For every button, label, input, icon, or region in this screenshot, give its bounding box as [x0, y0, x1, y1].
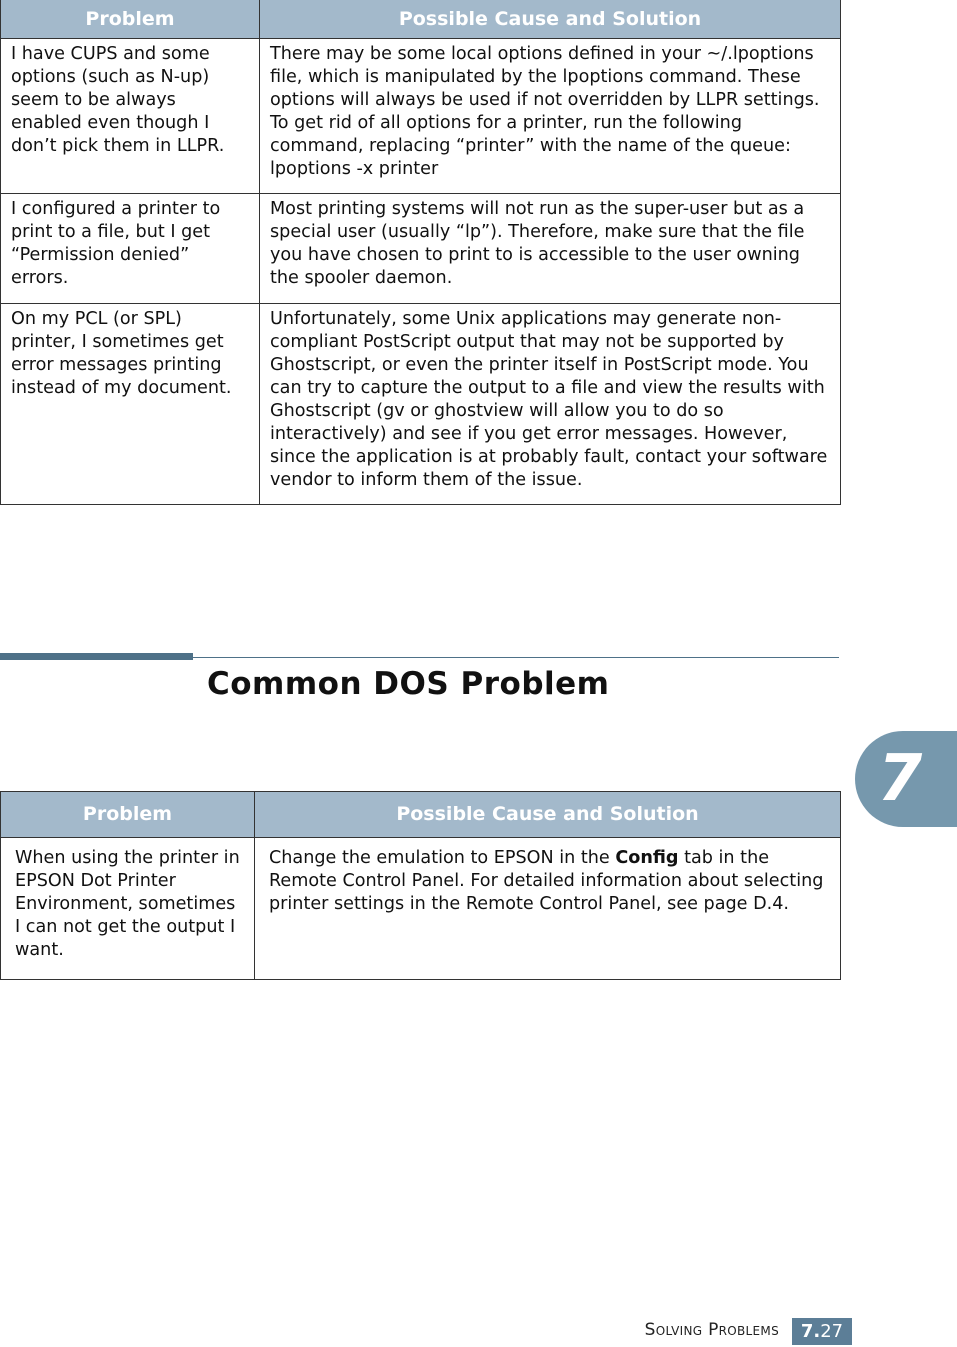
dos-problems-table [0, 791, 841, 980]
table-header-row [1, 792, 841, 838]
solution-cell: Unfortunately, some Unix applications may generate non-compliant PostScript output that may not be supported by Ghostscript, or even the printer itself in PostScript mode. You can try to capture the output to a file and view the results with Ghostscript (gv or ghostview will allow you to do so interactively) and see if you get error messages. However, since the application is at probably fault, contact your software vendor to inform them of the issue. [260, 304, 841, 505]
solution-cell: There may be some local options defined in your ~/.lpoptions file, which is manipulated by the lpoptions command. These options will always be used if not overridden by LLPR settings. To get rid of all options for a printer, run the following command, replacing “printer” with the name of the queue: lpoptions -x printer [260, 39, 841, 194]
problem-cell: I configured a printer to print to a file, but I get “Permission denied” errors. [1, 194, 260, 304]
page-chapter: 7. [800, 1321, 821, 1342]
problem-cell: When using the printer in EPSON Dot Printer Environment, sometimes I can not get the output I want. [1, 838, 255, 980]
chapter-tab [855, 731, 957, 827]
table-row [1, 838, 841, 980]
config-tab-name: Config [615, 848, 679, 868]
solution-text-after: tab in the Remote Control Panel. For detailed information about selecting printer settings in the Remote Control Panel, see page D.4. [269, 848, 824, 914]
solution-text-before: Change the emulation to EPSON in the [269, 848, 616, 868]
problem-cell: On my PCL (or SPL) printer, I sometimes get error messages printing instead of my document. [1, 304, 260, 505]
table-row [1, 194, 841, 304]
section-rule-line [193, 657, 839, 658]
chapter-number: 7 [877, 742, 923, 816]
table-header-row [1, 0, 841, 39]
section-title: Common DOS Problem [207, 666, 610, 702]
footer-section-label: Solving Problems [644, 1320, 779, 1340]
problem-cell: I have CUPS and some options (such as N-up) seem to be always enabled even though I don’t pick them in LLPR. [1, 39, 260, 194]
page-number-badge [792, 1318, 852, 1345]
unix-problems-table [0, 0, 841, 505]
solution-cell: Most printing systems will not run as the super-user but as a special user (usually “lp”). Therefore, make sure that the file you have chosen to print to is accessible to the user owning the spooler daemon. [260, 194, 841, 304]
table-row [1, 39, 841, 194]
header-problem: Problem [1, 0, 260, 39]
section-rule-accent [0, 653, 193, 660]
solution-cell [255, 838, 841, 980]
page-number: 27 [820, 1321, 844, 1342]
header-solution: Possible Cause and Solution [255, 792, 841, 838]
header-problem: Problem [1, 792, 255, 838]
header-solution: Possible Cause and Solution [260, 0, 841, 39]
table-row [1, 304, 841, 505]
